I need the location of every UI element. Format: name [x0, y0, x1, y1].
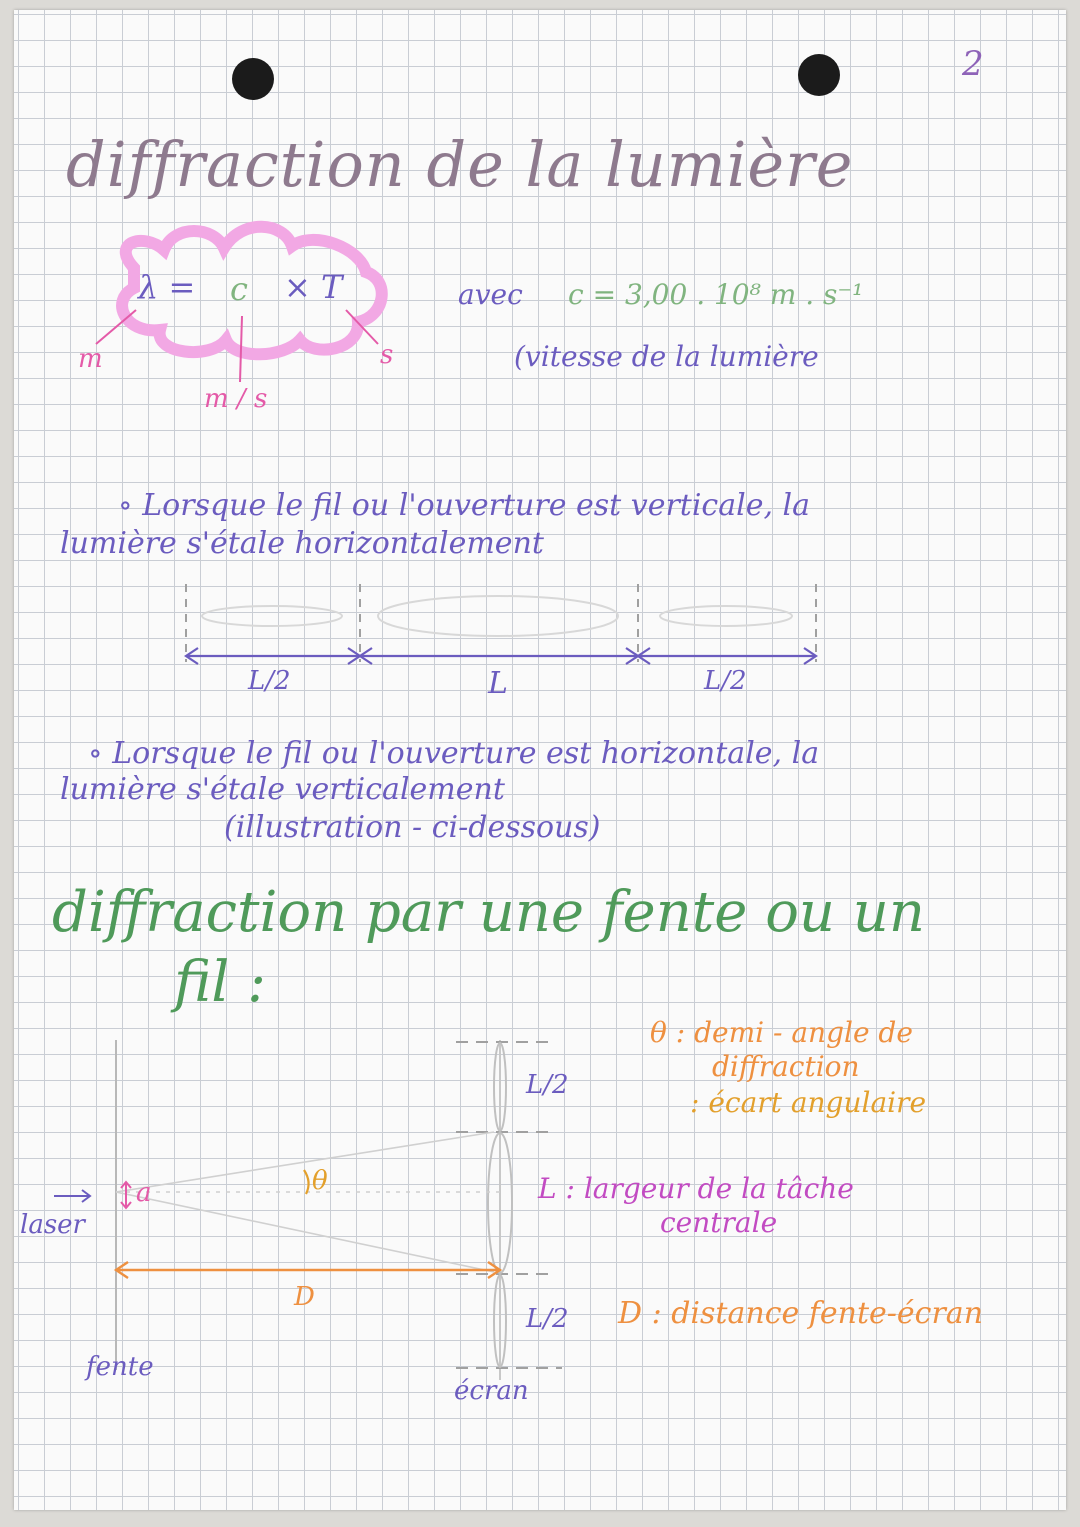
half-width-top-label: L/2 — [526, 1070, 569, 1100]
diagram1-label-right: L/2 — [704, 666, 747, 696]
unit-T: s — [380, 340, 394, 370]
diagram1-label-left: L/2 — [248, 666, 291, 696]
fente-label: fente — [86, 1352, 154, 1382]
diagram1-label-center: L — [488, 666, 508, 701]
page-number: 2 — [962, 44, 984, 84]
half-width-bottom-label: L/2 — [526, 1304, 569, 1334]
theta-angle-label: θ — [312, 1166, 328, 1196]
legend-L-line-1: L : largeur de la tâche — [538, 1172, 854, 1205]
vitesse-note: (vitesse de la lumière — [514, 340, 819, 373]
legend-L-line-2: centrale — [660, 1206, 778, 1239]
laser-label: laser — [20, 1210, 85, 1240]
avec-label: avec — [458, 278, 523, 311]
section-title-line-1: diffraction par une fente ou un — [52, 880, 925, 945]
c-value: c = 3,00 . 10⁸ m . s⁻¹ — [568, 278, 864, 311]
bullet-2-line-1: ∘ Lorsque le fil ou l'ouverture est horizontale, la — [88, 736, 820, 771]
legend-D-line: D : distance fente-écran — [618, 1296, 984, 1331]
bullet-1-line-1: ∘ Lorsque le fil ou l'ouverture est verticale, la — [118, 488, 811, 523]
formula-c: c — [230, 270, 248, 308]
slit-diffraction-diagram — [14, 10, 1066, 1510]
legend-theta-line-3: : écart angulaire — [690, 1086, 927, 1119]
bullet-2-line-2: lumière s'étale verticalement — [60, 772, 505, 807]
page-title: diffraction de la lumière — [66, 128, 854, 201]
formula-lambda: λ = — [138, 268, 196, 306]
legend-theta-line-1: θ : demi - angle de — [650, 1016, 913, 1049]
legend-theta-line-2: diffraction — [712, 1050, 860, 1083]
unit-lambda: m — [78, 344, 103, 374]
section-title-line-2: fil : — [174, 950, 266, 1015]
bullet-1-line-2: lumière s'étale horizontalement — [60, 526, 544, 561]
slit-width-label: a — [136, 1178, 152, 1208]
formula-times-T: × T — [284, 268, 343, 306]
bullet-2-line-3: (illustration - ci-dessous) — [224, 810, 601, 845]
unit-c: m / s — [204, 384, 268, 414]
distance-D-label: D — [294, 1282, 315, 1312]
ecran-label: écran — [454, 1376, 529, 1406]
notebook-page — [14, 10, 1066, 1510]
